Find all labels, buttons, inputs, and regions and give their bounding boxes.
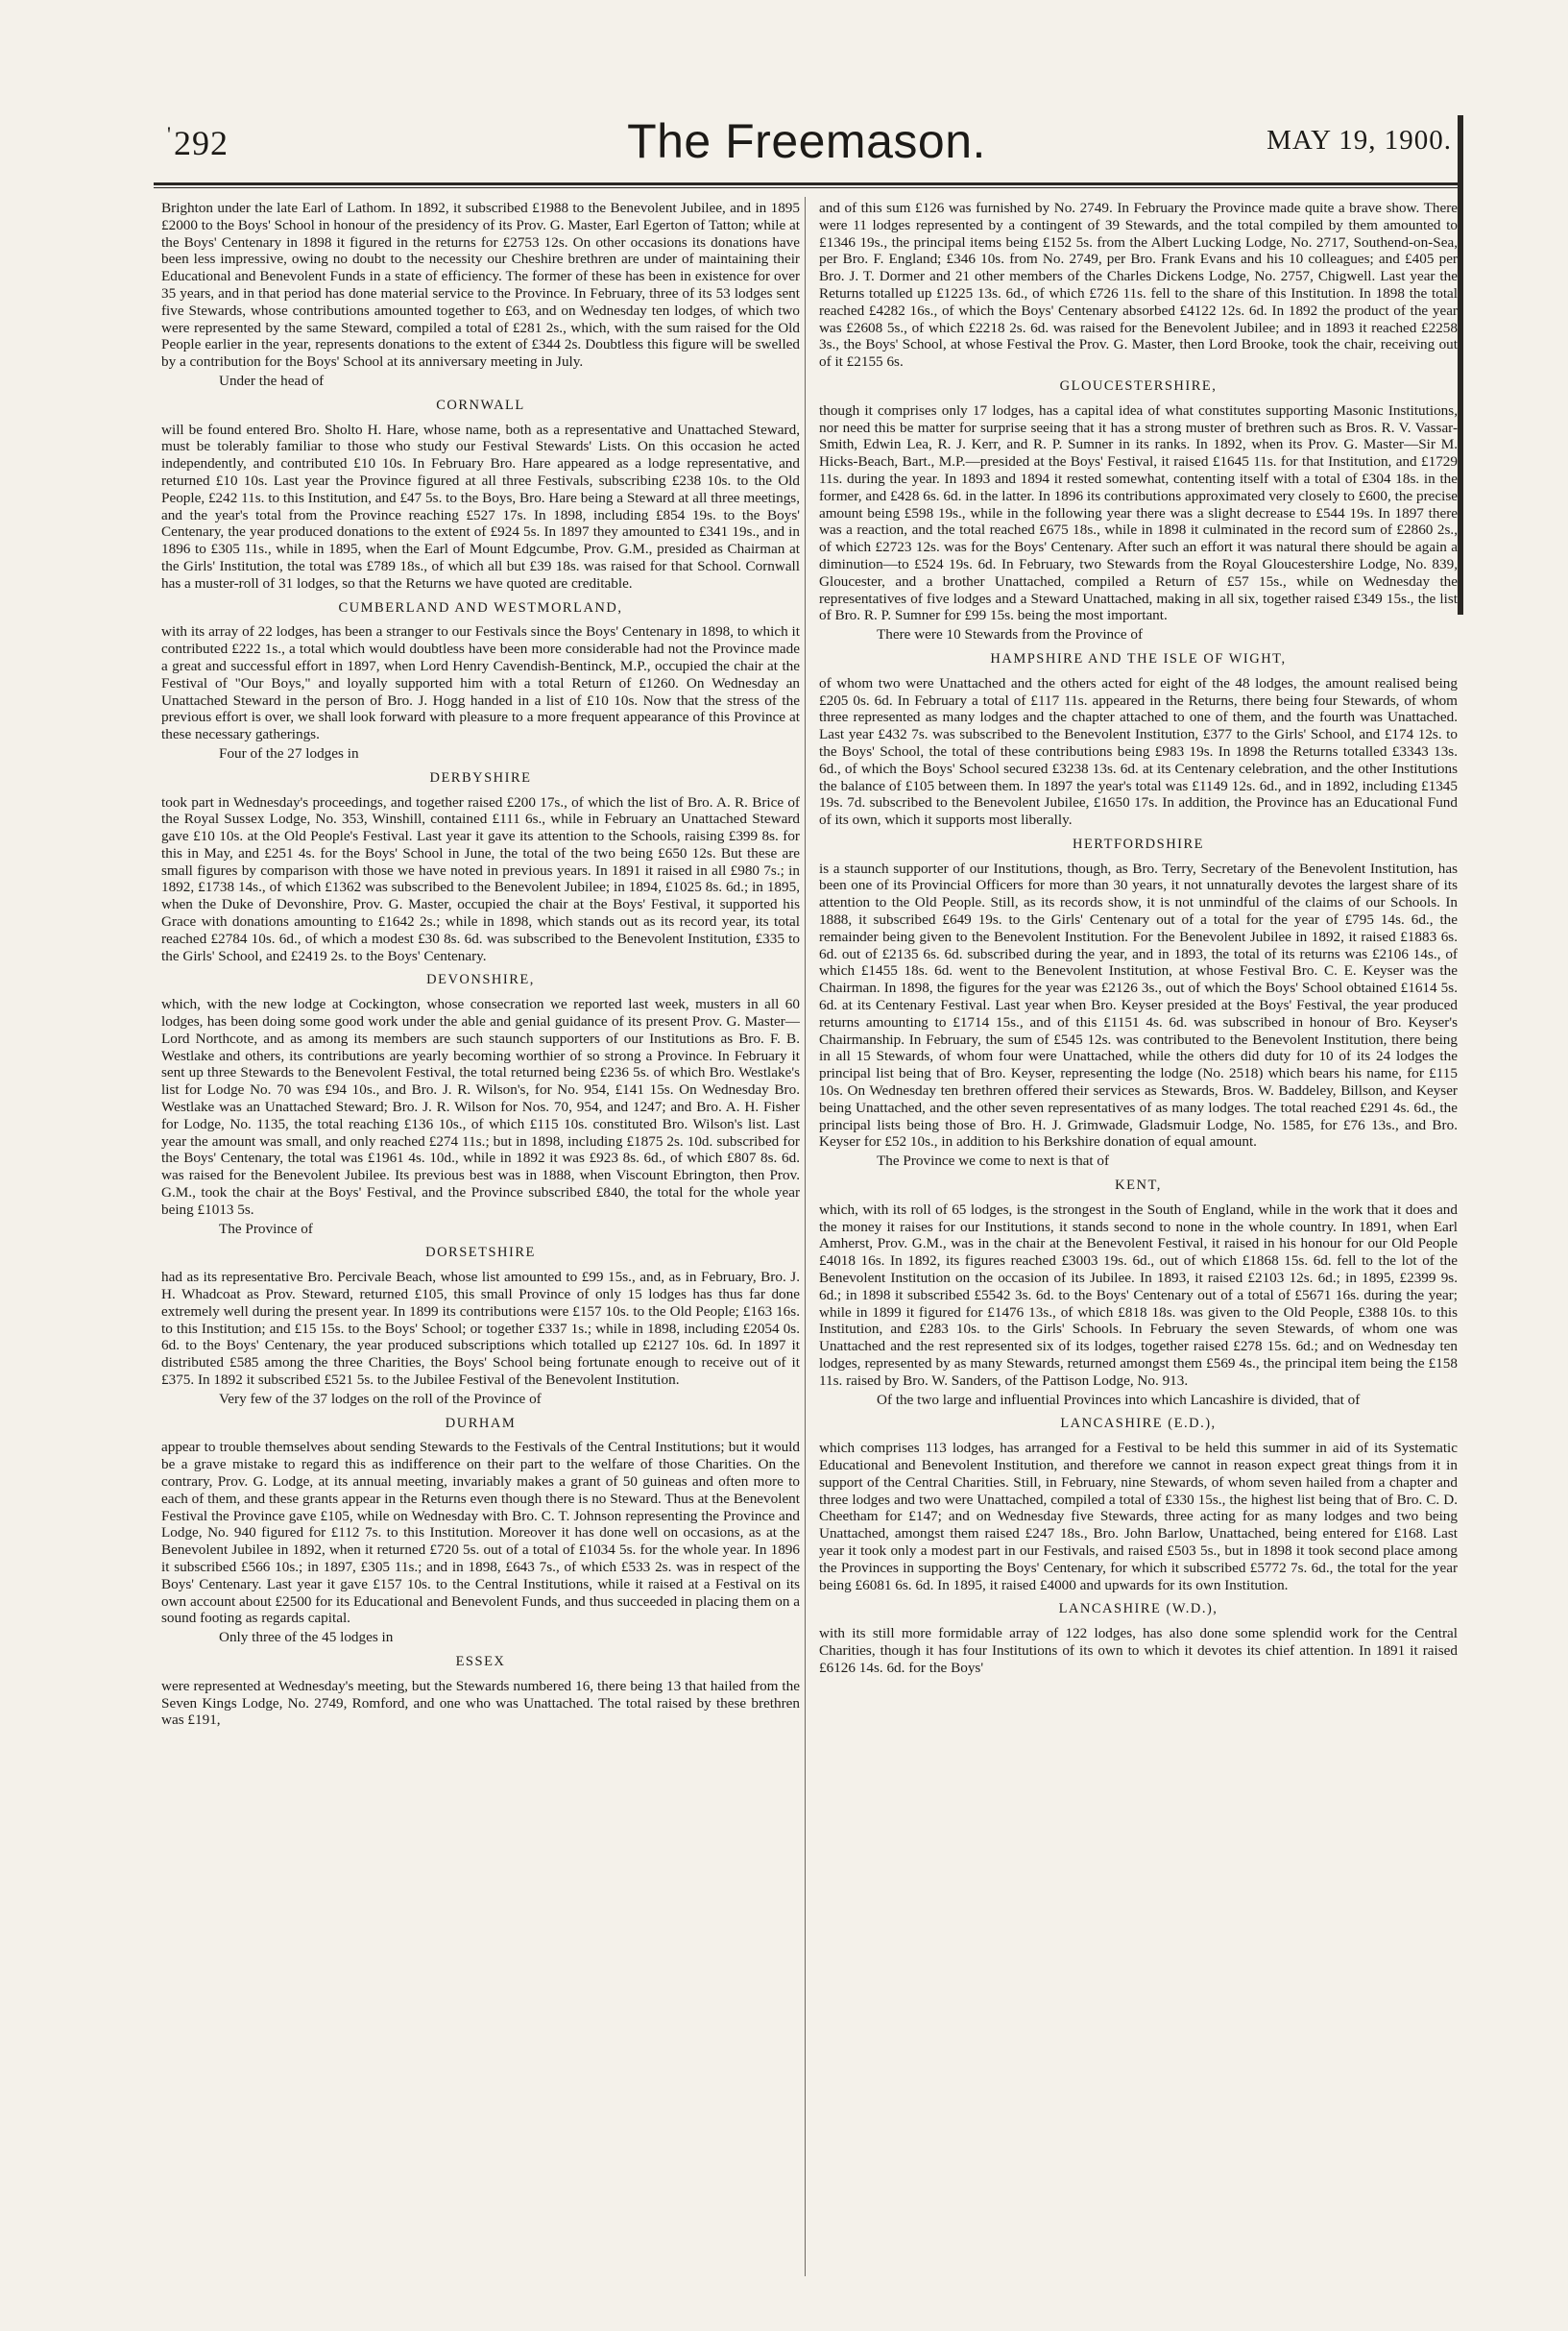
section-heading-durham: DURHAM (445, 1415, 517, 1431)
page-number-value: 292 (173, 124, 229, 162)
header-rule (154, 182, 1459, 185)
article-paragraph: with its still more formidable array of 122 lodges, has also done some splendid work for the Central Charities, though it has four Institutions of its own to which it devotes its chief attention. In 1891 it raised £6126 14s. 6d. for the Boys' (819, 1625, 1458, 1676)
section-heading-hampshire-and-the-isle-of-wight: HAMPSHIRE AND THE ISLE OF WIGHT, (990, 650, 1287, 667)
section-heading-dorsetshire: DORSETSHIRE (425, 1245, 536, 1261)
article-paragraph: of whom two were Unattached and the others acted for eight of the 48 lodges, the amount realised being £205 0s. 6d. In February a total of £117 11s. appeared in the Returns, there being four Stewards, of whom three represented as many lodges and the chapter attached to one of them, and the fourth was Unattached. Last year £432 7s. was subscribed to the Benevolent Institution, £377 to the Girls' School, and £174 12s. to the Boys' School, the total of these contributions being £983 19s. In 1898 the Returns totalled £3343 13s. 6d., of which the Boys' School secured £3238 13s. 6d. at its Centenary celebration, and the other Institutions the balance of £105 between them. In 1897 the year's total was £1149 12s. 6d., and in 1892, including £1345 19s. 7d. subscribed to the Benevolent Jubilee, £1650 17s. In addition, the Province has an Educational Fund of its own, which it supports most liberally. (819, 674, 1458, 829)
section-intro: Under the head of (219, 372, 325, 389)
section-heading-lancashire-w-d: LANCASHIRE (W.D.), (1058, 1601, 1218, 1617)
article-paragraph: with its array of 22 lodges, has been a stranger to our Festivals since the Boys' Centenary in 1898, to which it contributed £222 1s., a total which would doubtless have been more considerable had not the Province made a great and successful effort in 1897, when Lord Henry Cavendish-Bentinck, M.P., occupied the chair at the Festival of "Our Boys," and loyally supported him with a total Return of £1260. On Wednesday an Unattached Steward in the person of Bro. J. Hogg handed in a list of £10 10s. Now that the stress of the previous effort is over, we shall look forward with pleasure to a more frequent appearance of this Province at these necessary gatherings. (161, 623, 800, 743)
section-intro: The Province of (219, 1220, 313, 1237)
right-column (819, 200, 1458, 1677)
header-rule-thin (154, 187, 1459, 188)
left-column (161, 200, 800, 1729)
section-heading-essex: ESSEX (455, 1653, 506, 1669)
section-intro: Four of the 27 lodges in (219, 744, 359, 762)
section-intro: The Province we come to next is that of (877, 1153, 1110, 1170)
article-paragraph: and of this sum £126 was furnished by No. 2749. In February the Province made quite a brave show. There were 11 lodges represented by a contingent of 39 Stewards, and the total compiled by them amounted to £1346 19s., the principal items being £152 5s. from the Albert Lucking Lodge, No. 2717, Southend-on-Sea, per Bro. F. England; £346 10s. from No. 2749, per Bro. Frank Evans and his 10 colleagues; and £405 per Bro. J. T. Dormer and 21 other members of the Charles Dickens Lodge, No. 2757, Chigwell. Last year the Returns totalled up £1225 13s. 6d., of which £726 11s. fell to the share of this Institution. In 1898 the total reached £4282 16s., of which the Boys' Centenary absorbed £4122 12s. 6d. In 1892 the product of the year was £2608 5s., of which £2218 2s. 6d. was raised for the Benevolent Jubilee; and in 1893 it reached £2258 3s., the Boys' School, at whose Festival the Prov. G. Master, then Lord Brooke, took the chair, receiving out of it £2155 6s. (819, 200, 1458, 371)
section-heading-kent: KENT, (1115, 1178, 1162, 1194)
section-heading-cornwall: CORNWALL (436, 397, 525, 413)
article-paragraph: had as its representative Bro. Percivale Beach, whose list amounted to £99 15s., and, as in February, Bro. J. H. Whadcoat as Prov. Steward, returned £105, this small Province of only 15 lodges has thus far done extremely well during the present year. In 1899 its contributions were £157 10s. to the Old People; £163 16s. to this Institution; and £15 15s. to the Boys' School; or together £337 1s.; while in 1898, including £2054 0s. 6d. to the Boys' Centenary, the year produced subscriptions which totalled up £2127 10s. 6d. In 1897 it distributed £585 among the three Charities, the Boys' School being fortunate enough to receive out of it £375. In 1892 it subscribed £521 5s. to the Jubilee Festival of the Benevolent Institution. (161, 1269, 800, 1388)
page-header (154, 113, 1459, 173)
section-heading-derbyshire: DERBYSHIRE (429, 769, 532, 786)
section-heading-gloucestershire: GLOUCESTERSHIRE, (1059, 377, 1218, 394)
article-paragraph: Brighton under the late Earl of Lathom. In 1892, it subscribed £1988 to the Benevolent Jubilee, and in 1895 £2000 to the Boys' School in honour of the presidency of its Prov. G. Master, Earl Egerton of Tatton; while at the Boys' Centenary in 1898 it figured in the returns for £2753 12s. On other occasions its donations have been less impressive, owing no doubt to the necessity our Cheshire brethren are under of maintaining their Educational and Benevolent Funds in a state of efficiency. The former of these has been in existence for over 35 years, and in that period has done material service to the Province. In February, three of its 53 lodges sent five Stewards, whose contributions amounted together to £63, and on Wednesday ten lodges, of which two were represented by the same Steward, compiled a total of £281 2s., which, with the sum raised for the Old People earlier in the year, represents donations to the extent of £344 2s. Doubtless this figure will be swelled by a contribution for the Boys' School at its anniversary meeting in July. (161, 200, 800, 371)
page-edge-bar (1458, 115, 1463, 615)
section-intro: Very few of the 37 lodges on the roll of the Province of (219, 1390, 542, 1407)
section-heading-cumberland-and-westmorland: CUMBERLAND AND WESTMORLAND, (338, 599, 623, 616)
section-intro: Only three of the 45 lodges in (219, 1629, 394, 1646)
section-intro: There were 10 Stewards from the Province of (877, 626, 1144, 643)
article-paragraph: is a staunch supporter of our Institutions, though, as Bro. Terry, Secretary of the Benevolent Institution, has been one of its Provincial Officers for more than 30 years, it not unnaturally devotes the largest share of its attention to the Old People. Still, as its records show, it is not unmindful of the claims of our Schools. In 1888, it subscribed £649 19s. to the Girls' Centenary out of a total for the year of £795 14s. 6d., the remainder being given to the Benevolent Institution. For the Benevolent Jubilee in 1892, it raised £1883 6s. 6d. out of £2135 6s. 6d. subscribed during the year, and in 1893, the total of its returns was £2106 14s., of which £1455 18s. 6d. went to the Benevolent Institution, at whose Festival Bro. C. E. Keyser was the Chairman. In 1898, the figures for the year was £2126 3s., out of which the Boys' School obtained £1614 5s. 6d. at its Centenary Festival. Last year when Bro. Keyser presided at the Boys' Festival, the year produced returns amounting to £1714 15s., and of this £1151 4s. 6d. was subscribed in honour of Bro. Keyser's Chairmanship. In February, the sum of £545 12s. was contributed to the Benevolent Institution, there being in all 15 Stewards, of whom four were Unattached, while the others did duty for 10 of its 24 lodges the principal list being that of Bro. Keyser, representing the lodge (No. 2518) which bears his name, for £115 10s. On Wednesday ten brethren offered their services as Stewards, Bros. W. Baddeley, Billson, and Keyser being Unattached, and the other seven representatives of as many lodges. The total reached £291 4s. 6d., the principal lists being those of Bro. H. J. Grimwade, Gladsmuir Lodge, No. 1585, for £76 13s., and Bro. Keyser for £52 10s., in addition to his Berkshire donation of equal amount. (819, 860, 1458, 1151)
article-paragraph: took part in Wednesday's proceedings, and together raised £200 17s., of which the list of Bro. A. R. Brice of the Royal Sussex Lodge, No. 353, Winshill, contained £111 6s., while in February an Unattached Steward gave £10 10s. at the Old People's Festival. Last year it gave its attention to the Schools, raising £399 8s. for this in May, and £251 4s. for the Boys' School in June, the total of the two being £650 12s. But these are small figures by comparison with those we have noted in previous years. In 1891 it raised in all £980 7s.; in 1892, £1738 14s., of which £1362 was subscribed to the Benevolent Jubilee; in 1894, £1025 8s. 6d.; in 1895, when the Duke of Devonshire, Prov. G. Master, occupied the chair at the Boys' Festival, it supported his Grace with donations amounting to £1642 2s.; while in 1898, which stands out as its record year, its total reached £2784 10s. 6d., of which a modest £30 8s. 6d. was subscribed to the Benevolent Institution, £335 to the Girls' School, and £2419 2s. to the Boys' Centenary. (161, 793, 800, 964)
section-heading-devonshire: DEVONSHIRE, (426, 972, 535, 988)
tick-mark: ' (167, 122, 172, 146)
article-paragraph: which, with the new lodge at Cockington, whose consecration we reported last week, musters in all 60 lodges, has been doing some good work under the able and genial guidance of its present Prov. G. Master—Lord Northcote, and as among its members are such staunch supporters of our Institutions as Bro. F. B. Westlake and others, its contributions are yearly becoming worthier of so strong a Province. In February it sent up three Stewards to the Benevolent Festival, the total returned being £236 5s. of which Bro. Westlake's list for Lodge No. 70 was £94 10s., and Bro. J. R. Wilson's, for No. 954, £141 15s. On Wednesday Bro. Westlake was an Unattached Steward; Bro. J. R. Wilson for Nos. 70, 954, and 1247; and Bro. A. H. Fisher for Lodge, No. 1135, the total reaching £136 10s., of which £115 10s. constituted Bro. Wilson's list. Last year the amount was small, and only reached £274 11s.; but in 1898, including £1875 2s. 10d. subscribed for the Boys' Centenary, the total was £1961 4s. 10d., while in 1892 it was £923 8s. 6d., of which £807 8s. 6d. was raised for the Benevolent Jubilee. Its previous best was in 1888, when Viscount Ebrington, then Prov. G.M., took the chair at the Boys' Festival, and the Province subscribed £840, the total for the whole year being £1013 5s. (161, 996, 800, 1218)
section-intro: Of the two large and influential Provinces into which Lancashire is divided, that of (877, 1391, 1361, 1408)
column-divider (805, 197, 806, 2276)
article-paragraph: which comprises 113 lodges, has arranged for a Festival to be held this summer in aid of its Systematic Educational and Benevolent Institution, and therefore we cannot in reason expect great things from it in support of the Central Charities. Still, in February, nine Stewards, of whom seven hailed from a chapter and three lodges and two were Unattached, compiled a total of £330 15s., the highest list being that of Bro. C. D. Cheetham for £147; and on Wednesday five Stewards, three acting for as many lodges and two being Unattached, amongst them raised £247 18s., Bro. John Barlow, Unattached, being entered for £168. Last year it took only a modest part in our Festivals, and raised £503 5s., but in 1898 it took second place among the Provinces in supporting the Boys' Centenary, for which it subscribed £5772 7s. 6d., the total for the year being £6081 6s. 6d. In 1895, it raised £4000 and upwards for its own Institution. (819, 1440, 1458, 1593)
issue-date: MAY 19, 1900. (1266, 125, 1452, 156)
article-paragraph: appear to trouble themselves about sending Stewards to the Festivals of the Central Institutions; but it would be a grave mistake to regard this as indifference on their part to the welfare of those Charities. On the contrary, Prov. G. Lodge, at its annual meeting, invariably makes a grant of 50 guineas and often more to each of them, and these grants appear in the Returns even though there is no Steward. Thus at the Benevolent Festival the Province gave £105, while on Wednesday with Bro. C. T. Johnson representing the Province and Lodge, No. 940 figured for £112 7s. to this Institution. Moreover it has done well on occasions, as at the Benevolent Jubilee in 1892, when it returned £720 5s. out of a total of £1034 5s. for the whole year. In 1896 it subscribed £566 10s.; in 1897, £305 11s.; and in 1898, £643 7s., of which £533 2s. was in respect of the Boys' Centenary. Last year it gave £157 10s. to the Central Institutions, while it raised at a Festival on its own account about £2500 for its Educational and Benevolent Funds, and thus succeeded in placing them on a sound footing as regards capital. (161, 1439, 800, 1627)
masthead-title: The Freemason. (627, 114, 986, 168)
article-paragraph: though it comprises only 17 lodges, has a capital idea of what constitutes supporting Masonic Institutions, nor need this be matter for surprise seeing that it has a strong muster of brethren such as Bros. R. V. Vassar-Smith, Edwin Lea, R. J. Kerr, and R. P. Sumner in its ranks. In 1892, when its Prov. G. Master—Sir M. Hicks-Beach, Bart., M.P.—presided at the Boys' Festival, it raised £1645 11s. for that Institution, and £1729 11s. during the year. In 1893 and 1894 it rested somewhat, contenting itself with a total of £304 18s. in the former, and £428 6s. 6d. in the latter. In 1896 its contributions approximated very closely to £600, the precise amount being £598 19s., while in the following year there was a slight decrease to £544 19s. In 1897 there was a reaction, and the total reached £675 18s., while in 1898 it culminated in the record sum of £2860 2s., of which £2723 12s. was for the Boys' Centenary. After such an effort it was natural there should be again a diminution—to £524 19s. 6d. In February, two Stewards from the Royal Gloucestershire Lodge, No. 839, Gloucester, and a brother Unattached, compiled a Return of £57 15s., while on Wednesday the representatives of five lodges and a Steward Unattached, making in all six, together raised £349 15s., the list of Bro. R. P. Sumner for £99 15s. being the most important. (819, 401, 1458, 624)
article-paragraph: were represented at Wednesday's meeting, but the Stewards numbered 16, there being 13 that hailed from the Seven Kings Lodge, No. 2749, Romford, and one who was Unattached. The total raised by these brethren was £191, (161, 1677, 800, 1729)
article-paragraph: which, with its roll of 65 lodges, is the strongest in the South of England, while in the work that it does and the money it raises for our Institutions, it stands second to none in the whole country. In 1891, when Earl Amherst, Prov. G.M., was in the chair at the Benevolent Festival, it raised in his honour for our Old People £4018 16s. In 1892, its figures reached £3003 19s. 6d., out of which £1868 15s. 6d. fell to the lot of the Benevolent Institution on the occasion of its Jubilee. In 1893, it raised £2103 12s. 6d.; in 1895, £2399 9s. 6d.; in 1898 it subscribed £5542 3s. 6d. to the Boys' Centenary out of a total of £5671 16s. during the year; while in 1899 it figured for £1476 13s., of which £818 18s. was given to the Old People, £388 10s. to this Institution, and £283 10s. to the Girls' Schools. In February the seven Stewards, of whom one was Unattached and the rest represented six of its lodges, together raised £278 15s. 6d.; and on Wednesday ten lodges, represented by as many Stewards, returned amongst them £569 4s., the principal item being the £158 11s. raised by Bro. W. Sanders, of the Pattison Lodge, No. 913. (819, 1201, 1458, 1389)
section-heading-hertfordshire: HERTFORDSHIRE (1072, 836, 1205, 852)
article-paragraph: will be found entered Bro. Sholto H. Hare, whose name, both as a representative and Unattached Steward, must be tolerably familiar to those who study our Festival Stewards' Lists. On this occasion he acted independently, and contributed £10 10s. In February Bro. Hare appeared as a lodge representative, and returned £10 10s. Last year the Province figured at all three Festivals, subscribing £238 10s. to the Old People, £242 11s. to this Institution, and £47 5s. to the Boys, Bro. Hare being a Steward at all three meetings, and the year's total from the Province reaching £527 17s. In 1898, including £854 19s. to the Boys' Centenary, the year produced donations to the extent of £924 5s. In 1897 they amounted to £341 19s., and in 1896 to £305 11s., while in 1895, when the Earl of Mount Edgcumbe, Prov. G.M., presided as Chairman at the Girls' Institution, the total was £789 18s., of which all but £39 18s. was raised for that School. Cornwall has a muster-roll of 31 lodges, so that the Returns we have quoted are creditable. (161, 421, 800, 592)
section-heading-lancashire-e-d: LANCASHIRE (E.D.), (1060, 1416, 1217, 1432)
